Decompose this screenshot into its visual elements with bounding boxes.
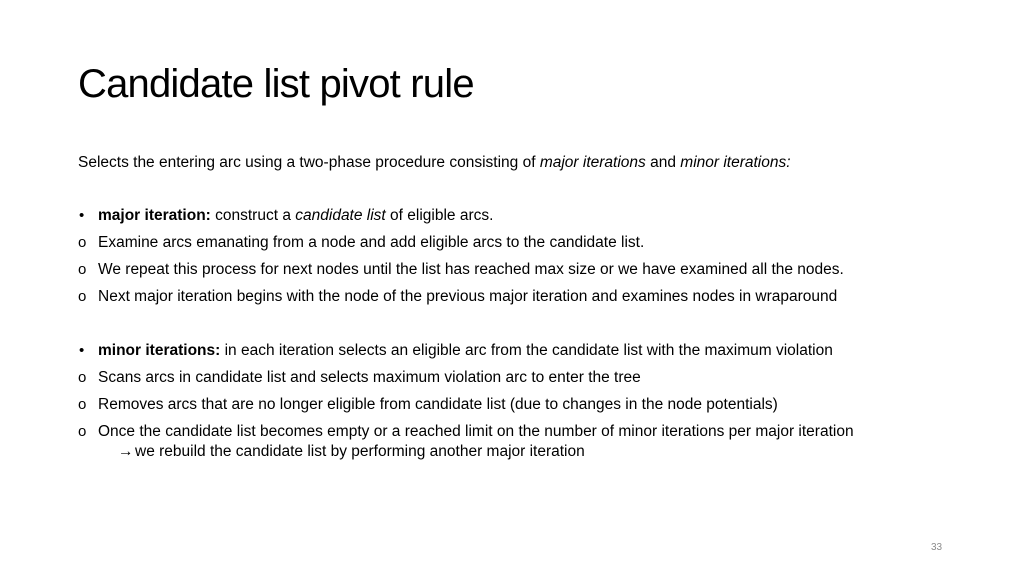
list-item [78, 368, 1008, 395]
bullet-marker: • [79, 207, 85, 224]
intro-text-start: Selects the entering arc using a two-phase procedure consisting of [78, 154, 540, 171]
continuation-line [98, 442, 1008, 462]
list-item-text: Next major iteration begins with the node of the previous major iteration and examines nodes in wraparound [98, 288, 838, 305]
list-item-text: Examine arcs emanating from a node and add eligible arcs to the candidate list. [98, 234, 645, 251]
minor-iteration-bullet [78, 341, 1008, 368]
arrow-right-icon: → [118, 443, 134, 460]
minor-iterations-term: minor iterations: [98, 342, 221, 359]
intro-text-and: and [645, 154, 681, 171]
bullet-marker: • [79, 342, 85, 359]
intro-major-iterations: major iterations [539, 154, 646, 171]
page-number: 33 [931, 542, 943, 553]
list-item-text: Removes arcs that are no longer eligible from candidate list (due to changes in the node potentials) [98, 396, 778, 413]
list-item [78, 260, 1008, 287]
circle-marker: o [78, 423, 87, 440]
list-item [78, 233, 1008, 260]
list-item [78, 395, 1008, 422]
list-item [78, 422, 1008, 462]
circle-marker: o [78, 369, 87, 386]
candidate-list-term: candidate list [295, 207, 386, 224]
list-item-text: We repeat this process for next nodes until the list has reached max size or we have examined all the nodes. [98, 261, 844, 278]
slide-title: Candidate list pivot rule [78, 62, 474, 106]
list-item [78, 287, 1008, 314]
major-iteration-text-2: of eligible arcs. [385, 207, 494, 224]
major-iteration-term: major iteration: [98, 207, 211, 224]
circle-marker: o [78, 288, 87, 305]
circle-marker: o [78, 234, 87, 251]
intro-minor-iterations: minor iterations: [680, 154, 791, 171]
circle-marker: o [78, 261, 87, 278]
major-iteration-bullet [78, 206, 1008, 233]
minor-iteration-list [78, 341, 1008, 462]
continuation-text: we rebuild the candidate list by performing another major iteration [135, 443, 585, 460]
list-item-text: Scans arcs in candidate list and selects maximum violation arc to enter the tree [98, 369, 641, 386]
circle-marker: o [78, 396, 87, 413]
minor-iterations-text: in each iteration selects an eligible arc from the candidate list with the maximum violation [220, 342, 833, 359]
major-iteration-text-1: construct a [210, 207, 296, 224]
list-item-text: Once the candidate list becomes empty or a reached limit on the number of minor iterations per major iteration [98, 423, 854, 440]
intro-paragraph [78, 153, 791, 173]
major-iteration-list [78, 206, 1008, 314]
